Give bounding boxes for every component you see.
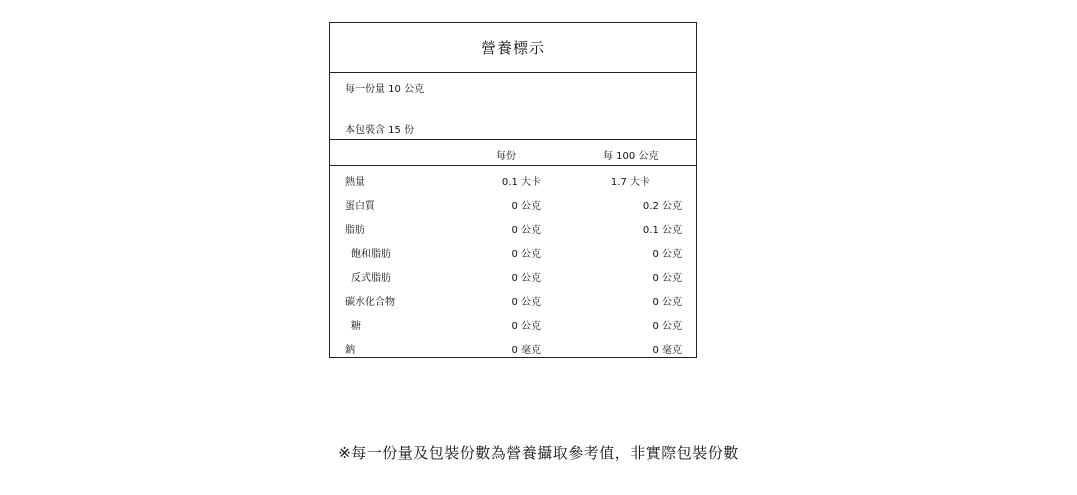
nutrient-per-100g: 1.7 大卡 — [610, 177, 650, 188]
serving-info — [330, 73, 696, 140]
nutrient-per-100g: 0 公克 — [652, 297, 682, 308]
nutrient-per-100g: 0.2 公克 — [642, 201, 682, 212]
nutrient-row-saturated-fat — [330, 238, 696, 262]
nutrient-per-serving: 0 公克 — [511, 273, 541, 284]
nutrient-name: 蛋白質 — [345, 201, 375, 212]
nutrient-per-serving: 0 公克 — [511, 297, 541, 308]
nutrient-per-serving: 0.1 大卡 — [501, 177, 541, 188]
nutrient-name: 鈉 — [345, 345, 355, 356]
nutrient-per-100g: 0 毫克 — [652, 345, 682, 356]
serving-size: 每一份量 10 公克 — [345, 84, 425, 95]
nutrient-name: 脂肪 — [345, 225, 365, 236]
nutrient-per-serving: 0 公克 — [511, 201, 541, 212]
label-title: 營養標示 — [330, 23, 696, 73]
nutrient-rows — [330, 166, 696, 358]
nutrient-row-fat — [330, 214, 696, 238]
nutrition-label — [329, 22, 697, 358]
nutrient-per-100g: 0 公克 — [652, 249, 682, 260]
nutrient-name: 熱量 — [345, 177, 365, 188]
nutrient-name: 飽和脂肪 — [351, 249, 391, 260]
nutrient-row-sugar — [330, 310, 696, 334]
nutrient-row-protein — [330, 190, 696, 214]
column-header-row — [330, 140, 696, 166]
nutrient-row-trans-fat — [330, 262, 696, 286]
nutrient-name: 糖 — [351, 321, 361, 332]
nutrient-name: 碳水化合物 — [345, 297, 395, 308]
column-header-per-100g: 每 100 公克 — [603, 151, 659, 162]
nutrient-per-100g: 0.1 公克 — [642, 225, 682, 236]
nutrient-name: 反式脂肪 — [351, 273, 391, 284]
nutrient-per-serving: 0 公克 — [511, 249, 541, 260]
servings-per-package: 本包裝含 15 份 — [345, 125, 415, 136]
nutrient-per-serving: 0 公克 — [511, 225, 541, 236]
nutrient-row-energy — [330, 166, 696, 190]
nutrient-per-serving: 0 毫克 — [511, 345, 541, 356]
nutrient-per-100g: 0 公克 — [652, 273, 682, 284]
nutrient-row-sodium — [330, 334, 696, 358]
nutrient-per-100g: 0 公克 — [652, 321, 682, 332]
footnote: ※每一份量及包裝份數為營養攝取參考值，非實際包裝份數 — [338, 444, 739, 462]
nutrient-per-serving: 0 公克 — [511, 321, 541, 332]
nutrient-row-carbohydrate — [330, 286, 696, 310]
column-header-per-serving: 每份 — [496, 151, 516, 162]
